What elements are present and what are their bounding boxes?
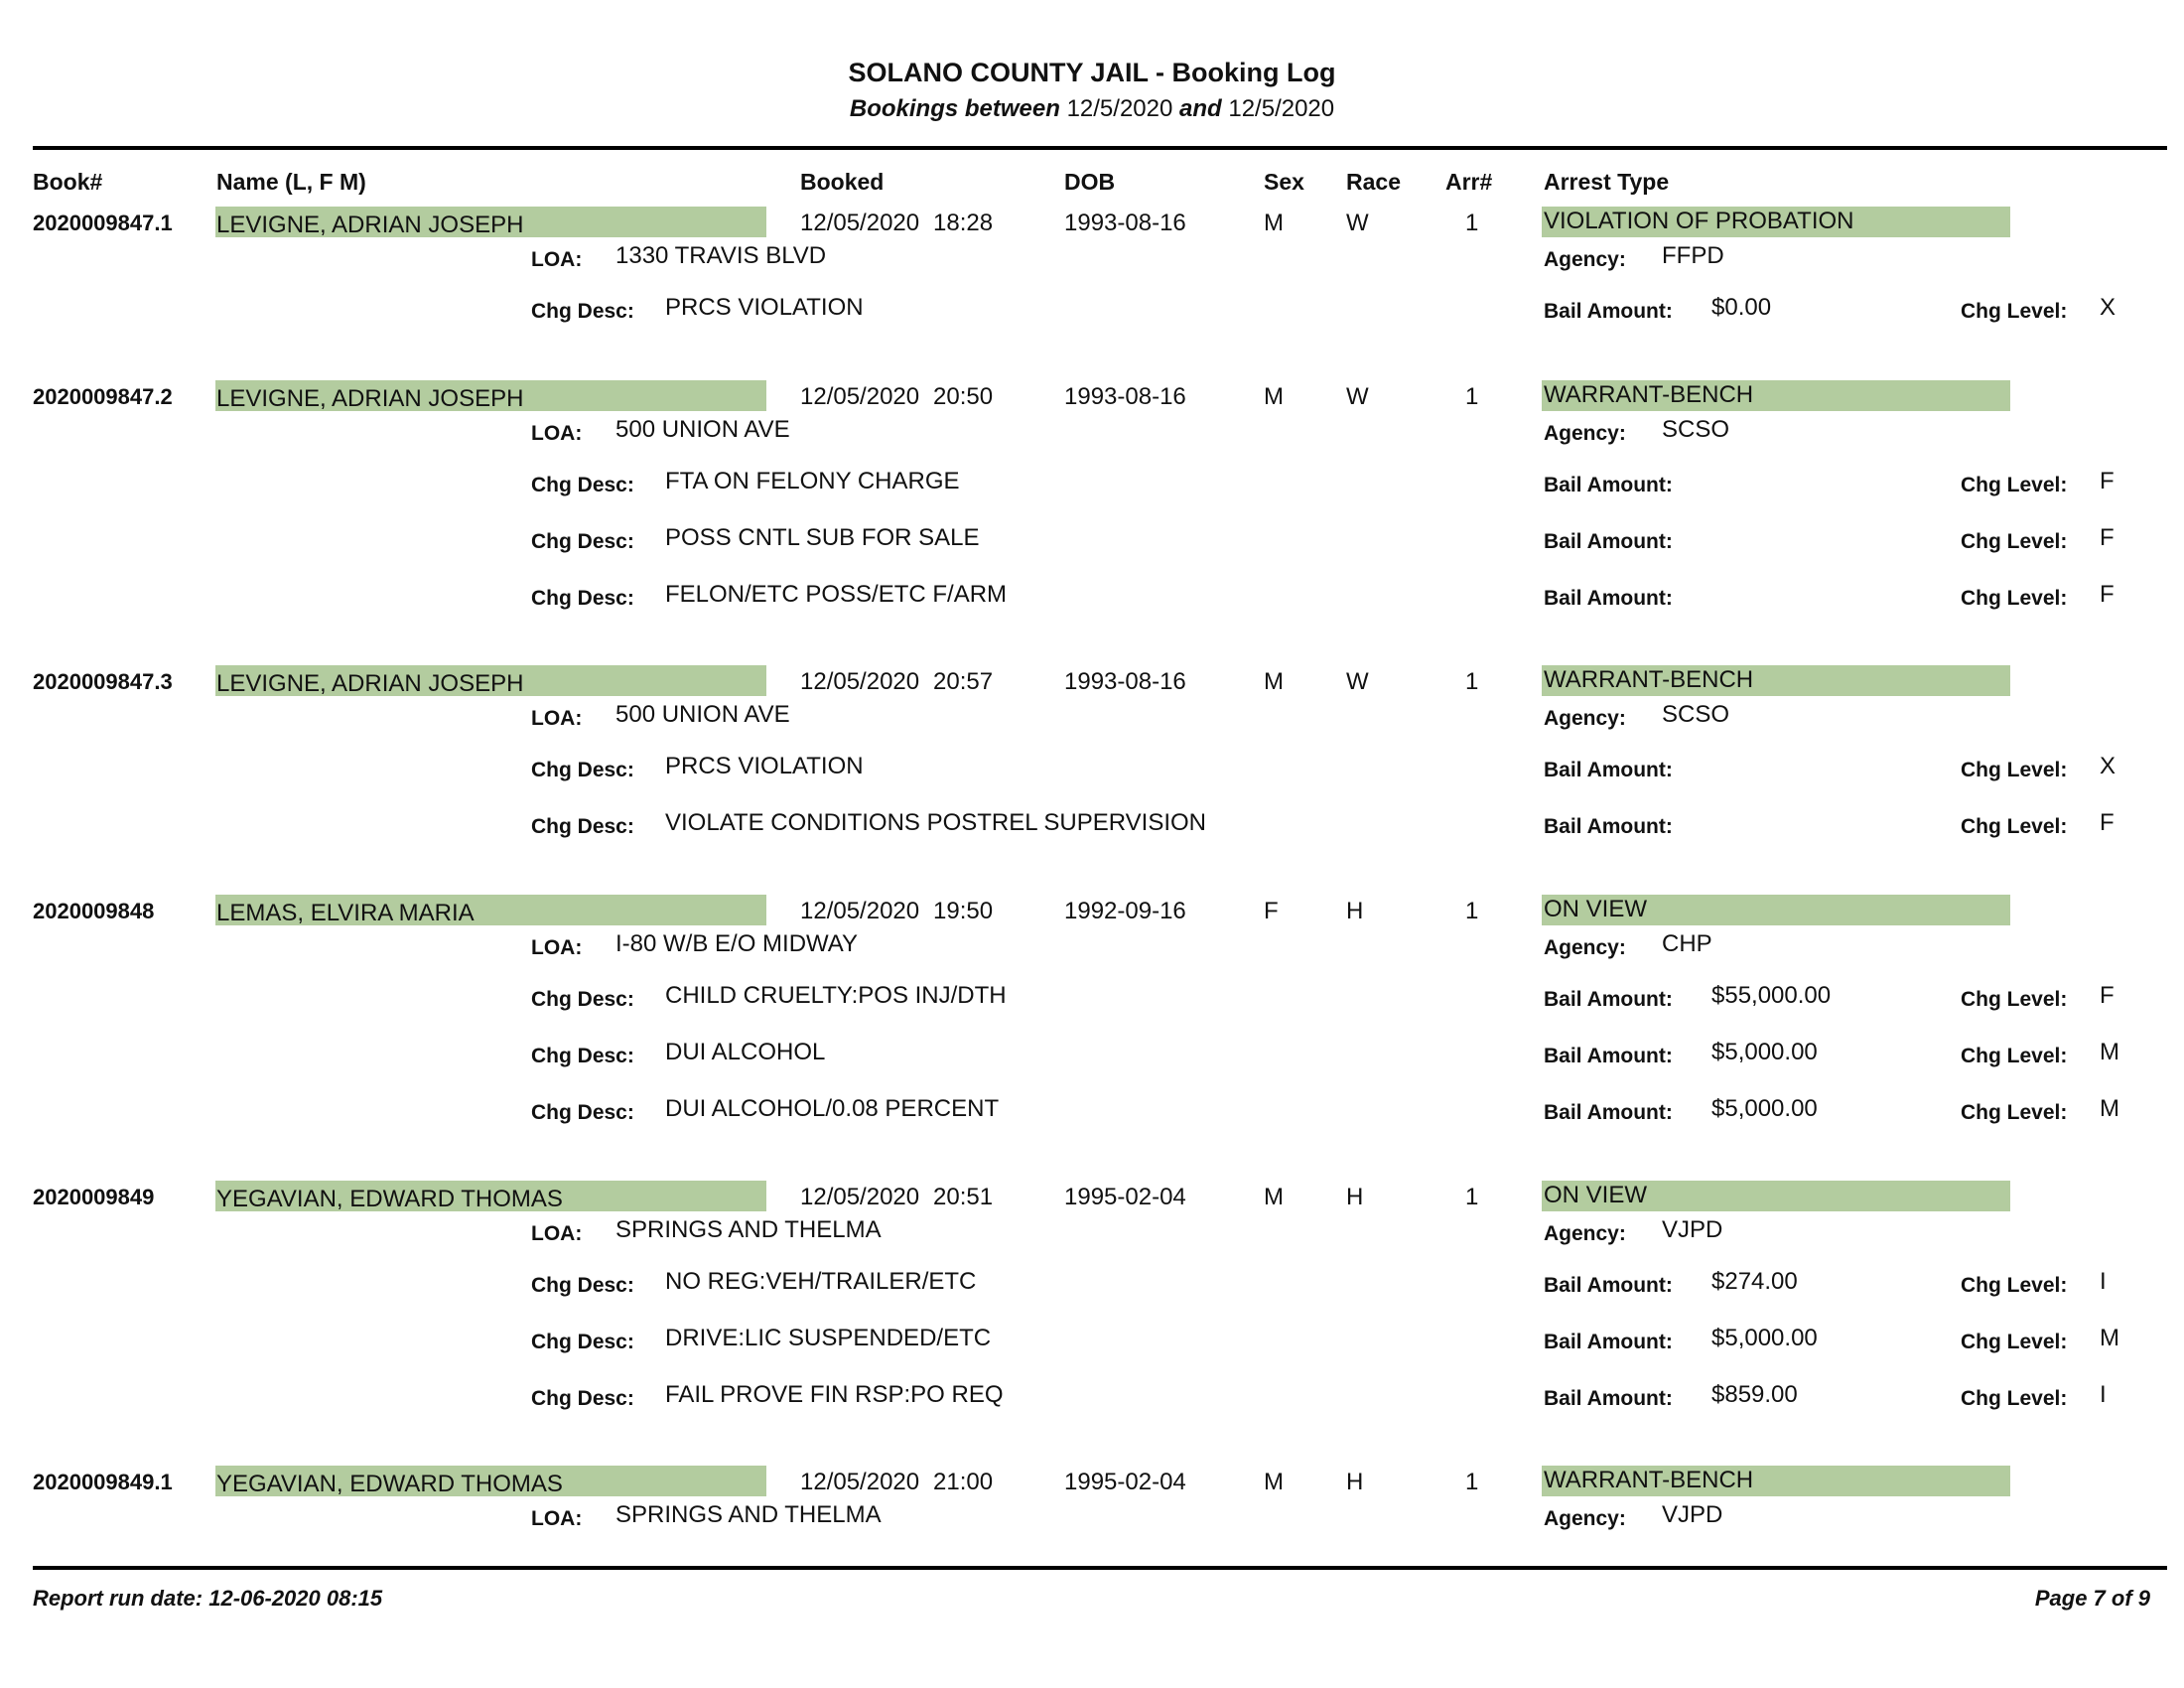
charge-desc-label: Chg Desc:: [531, 530, 634, 553]
charge-level-label: Chg Level:: [1961, 474, 2068, 496]
header-divider: [33, 146, 2167, 150]
bail-amount-label: Bail Amount:: [1544, 1331, 1673, 1353]
charge-level: F: [2100, 809, 2115, 836]
arrest-type: WARRANT-BENCH: [1544, 381, 1754, 408]
report-title: SOLANO COUNTY JAIL - Booking Log: [848, 58, 1336, 87]
charge-level: I: [2100, 1268, 2107, 1295]
charge-desc: PRCS VIOLATION: [665, 753, 864, 779]
loa-value: 500 UNION AVE: [615, 701, 790, 728]
charge-level: M: [2100, 1095, 2119, 1122]
charge-desc-label: Chg Desc:: [531, 1274, 634, 1297]
agency-value: SCSO: [1662, 416, 1730, 443]
charge-level-label: Chg Level:: [1961, 815, 2068, 838]
charge-desc-label: Chg Desc:: [531, 759, 634, 781]
bail-amount: $274.00: [1711, 1268, 1798, 1295]
agency-label: Agency:: [1544, 1222, 1626, 1245]
race: W: [1346, 668, 1369, 695]
booked-time: 18:28: [933, 210, 994, 236]
arrest-type: WARRANT-BENCH: [1544, 666, 1754, 693]
bail-amount-label: Bail Amount:: [1544, 1045, 1673, 1067]
charge-desc-label: Chg Desc:: [531, 300, 634, 323]
bail-amount: $0.00: [1711, 294, 1772, 321]
inmate-name: LEMAS, ELVIRA MARIA: [216, 900, 475, 926]
report-subtitle: [0, 95, 2184, 123]
charge-level-label: Chg Level:: [1961, 988, 2068, 1011]
bail-amount-label: Bail Amount:: [1544, 1274, 1673, 1297]
inmate-name: LEVIGNE, ADRIAN JOSEPH: [216, 385, 524, 412]
arrest-type: WARRANT-BENCH: [1544, 1467, 1754, 1493]
footer-divider: [33, 1566, 2167, 1570]
charge-desc: POSS CNTL SUB FOR SALE: [665, 524, 980, 551]
loa-label: LOA:: [531, 936, 583, 959]
agency-label: Agency:: [1544, 936, 1626, 959]
arrest-number: 1: [1465, 898, 1479, 924]
bail-amount-label: Bail Amount:: [1544, 1101, 1673, 1124]
loa-value: SPRINGS AND THELMA: [615, 1501, 882, 1528]
date-to: 12/5/2020: [1228, 95, 1335, 122]
agency-label: Agency:: [1544, 422, 1626, 445]
dob: 1995-02-04: [1064, 1469, 1186, 1495]
agency-value: VJPD: [1662, 1216, 1723, 1243]
bail-amount: $5,000.00: [1711, 1039, 1818, 1065]
loa-value: 1330 TRAVIS BLVD: [615, 242, 827, 269]
booked-date: 12/05/2020: [800, 1469, 920, 1495]
charge-level-label: Chg Level:: [1961, 1387, 2068, 1410]
charge-desc: FAIL PROVE FIN RSP:PO REQ: [665, 1381, 1004, 1408]
charge-desc: VIOLATE CONDITIONS POSTREL SUPERVISION: [665, 809, 1207, 836]
dob: 1995-02-04: [1064, 1184, 1186, 1210]
col-header-name: Name (L, F M): [216, 169, 366, 195]
agency-value: VJPD: [1662, 1501, 1723, 1528]
agency-value: CHP: [1662, 930, 1712, 957]
sex: M: [1264, 210, 1284, 236]
page-number: Page 7 of 9: [2034, 1586, 2150, 1611]
arrest-number: 1: [1465, 210, 1479, 236]
sex: F: [1264, 898, 1279, 924]
book-number: 2020009848: [33, 899, 155, 923]
charge-desc-label: Chg Desc:: [531, 587, 634, 610]
charge-level-label: Chg Level:: [1961, 1331, 2068, 1353]
charge-level: I: [2100, 1381, 2107, 1408]
charge-desc: NO REG:VEH/TRAILER/ETC: [665, 1268, 977, 1295]
charge-level: F: [2100, 581, 2115, 608]
sex: M: [1264, 1184, 1284, 1210]
race: H: [1346, 1184, 1364, 1210]
sex: M: [1264, 383, 1284, 410]
dob: 1993-08-16: [1064, 210, 1186, 236]
book-number: 2020009847.2: [33, 384, 173, 409]
col-header-book: Book#: [33, 169, 103, 195]
inmate-name: YEGAVIAN, EDWARD THOMAS: [216, 1186, 563, 1212]
bail-amount: $55,000.00: [1711, 982, 1832, 1009]
bail-amount-label: Bail Amount:: [1544, 300, 1673, 323]
col-header-dob: DOB: [1064, 169, 1116, 195]
charge-desc-label: Chg Desc:: [531, 474, 634, 496]
charge-level-label: Chg Level:: [1961, 530, 2068, 553]
charge-level: F: [2100, 468, 2115, 494]
book-number: 2020009849: [33, 1185, 155, 1209]
charge-desc-label: Chg Desc:: [531, 1101, 634, 1124]
charge-level-label: Chg Level:: [1961, 1101, 2068, 1124]
inmate-name: LEVIGNE, ADRIAN JOSEPH: [216, 670, 524, 697]
charge-desc-label: Chg Desc:: [531, 815, 634, 838]
dob: 1993-08-16: [1064, 668, 1186, 695]
subtitle-prefix: Bookings between: [849, 95, 1060, 122]
bail-amount-label: Bail Amount:: [1544, 988, 1673, 1011]
bail-amount-label: Bail Amount:: [1544, 474, 1673, 496]
loa-value: I-80 W/B E/O MIDWAY: [615, 930, 859, 957]
bail-amount: $5,000.00: [1711, 1325, 1818, 1351]
charge-desc: FTA ON FELONY CHARGE: [665, 468, 960, 494]
arrest-number: 1: [1465, 1184, 1479, 1210]
dob: 1993-08-16: [1064, 383, 1186, 410]
charge-desc-label: Chg Desc:: [531, 1387, 634, 1410]
agency-value: FFPD: [1662, 242, 1724, 269]
charge-desc: PRCS VIOLATION: [665, 294, 864, 321]
charge-level: M: [2100, 1325, 2119, 1351]
book-number: 2020009849.1: [33, 1470, 173, 1494]
loa-label: LOA:: [531, 248, 583, 271]
charge-desc-label: Chg Desc:: [531, 1331, 634, 1353]
booked-date: 12/05/2020: [800, 210, 920, 236]
arrest-number: 1: [1465, 383, 1479, 410]
book-number: 2020009847.3: [33, 669, 173, 694]
booked-date: 12/05/2020: [800, 668, 920, 695]
agency-label: Agency:: [1544, 707, 1626, 730]
col-header-race: Race: [1346, 169, 1401, 195]
charge-level: F: [2100, 982, 2115, 1009]
charge-desc: FELON/ETC POSS/ETC F/ARM: [665, 581, 1008, 608]
charge-level-label: Chg Level:: [1961, 1274, 2068, 1297]
col-header-arr: Arr#: [1445, 169, 1493, 195]
race: H: [1346, 898, 1364, 924]
charge-level: F: [2100, 524, 2115, 551]
charge-level: M: [2100, 1039, 2119, 1065]
inmate-name: LEVIGNE, ADRIAN JOSEPH: [216, 211, 524, 238]
booked-date: 12/05/2020: [800, 898, 920, 924]
loa-label: LOA:: [531, 1507, 583, 1530]
bail-amount-label: Bail Amount:: [1544, 587, 1673, 610]
report-run-date: Report run date: 12-06-2020 08:15: [33, 1586, 383, 1611]
booked-time: 21:00: [933, 1469, 994, 1495]
charge-level-label: Chg Level:: [1961, 587, 2068, 610]
charge-level-label: Chg Level:: [1961, 1045, 2068, 1067]
loa-value: SPRINGS AND THELMA: [615, 1216, 882, 1243]
agency-label: Agency:: [1544, 1507, 1626, 1530]
charge-desc: DRIVE:LIC SUSPENDED/ETC: [665, 1325, 992, 1351]
loa-label: LOA:: [531, 422, 583, 445]
arrest-type: ON VIEW: [1544, 896, 1648, 922]
bail-amount: $5,000.00: [1711, 1095, 1818, 1122]
date-from: 12/5/2020: [1066, 95, 1173, 122]
col-header-sex: Sex: [1264, 169, 1304, 195]
charge-level: X: [2100, 294, 2116, 321]
bail-amount-label: Bail Amount:: [1544, 1387, 1673, 1410]
charge-desc-label: Chg Desc:: [531, 1045, 634, 1067]
charge-desc: DUI ALCOHOL/0.08 PERCENT: [665, 1095, 1000, 1122]
agency-label: Agency:: [1544, 248, 1626, 271]
col-header-arrest-type: Arrest Type: [1544, 169, 1670, 195]
agency-value: SCSO: [1662, 701, 1730, 728]
charge-level-label: Chg Level:: [1961, 300, 2068, 323]
arrest-type: ON VIEW: [1544, 1182, 1648, 1208]
charge-desc-label: Chg Desc:: [531, 988, 634, 1011]
bail-amount-label: Bail Amount:: [1544, 759, 1673, 781]
col-header-booked: Booked: [800, 169, 885, 195]
charge-level: X: [2100, 753, 2116, 779]
arrest-type: VIOLATION OF PROBATION: [1544, 208, 1854, 234]
race: W: [1346, 210, 1369, 236]
charge-desc: DUI ALCOHOL: [665, 1039, 826, 1065]
sex: M: [1264, 1469, 1284, 1495]
race: H: [1346, 1469, 1364, 1495]
booked-date: 12/05/2020: [800, 383, 920, 410]
bail-amount-label: Bail Amount:: [1544, 815, 1673, 838]
arrest-number: 1: [1465, 668, 1479, 695]
bail-amount-label: Bail Amount:: [1544, 530, 1673, 553]
loa-label: LOA:: [531, 1222, 583, 1245]
subtitle-and: and: [1179, 95, 1222, 122]
sex: M: [1264, 668, 1284, 695]
booked-time: 20:50: [933, 383, 994, 410]
inmate-name: YEGAVIAN, EDWARD THOMAS: [216, 1471, 563, 1497]
loa-value: 500 UNION AVE: [615, 416, 790, 443]
charge-desc: CHILD CRUELTY:POS INJ/DTH: [665, 982, 1007, 1009]
race: W: [1346, 383, 1369, 410]
charge-level-label: Chg Level:: [1961, 759, 2068, 781]
loa-label: LOA:: [531, 707, 583, 730]
bail-amount: $859.00: [1711, 1381, 1798, 1408]
book-number: 2020009847.1: [33, 211, 173, 235]
dob: 1992-09-16: [1064, 898, 1186, 924]
booked-time: 19:50: [933, 898, 994, 924]
arrest-number: 1: [1465, 1469, 1479, 1495]
booked-time: 20:57: [933, 668, 994, 695]
booked-time: 20:51: [933, 1184, 994, 1210]
booked-date: 12/05/2020: [800, 1184, 920, 1210]
